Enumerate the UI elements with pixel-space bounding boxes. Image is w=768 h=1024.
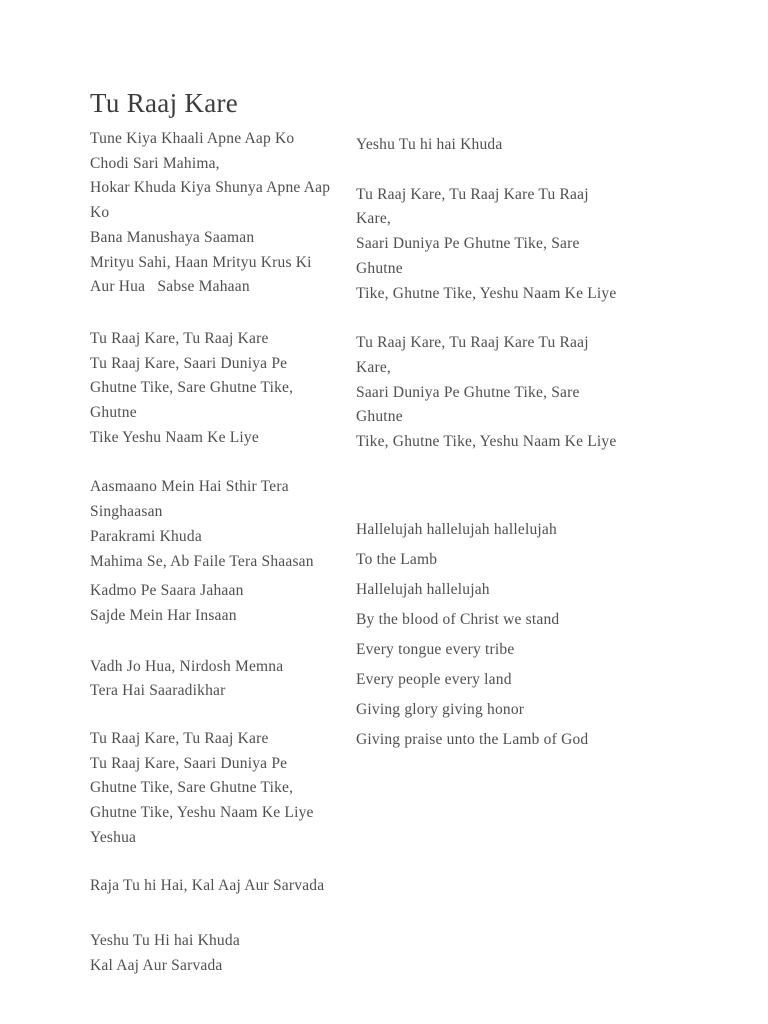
lyric-line: Hokar Khuda Kiya Shunya Apne Aap Ko [90, 179, 331, 222]
lyric-stanza [356, 331, 626, 455]
lyric-line: Tike, Ghutne Tike, Yeshu Naam Ke Liye [356, 284, 617, 302]
left-column [90, 127, 342, 979]
lyric-line: Mrityu Sahi, Haan Mrityu Krus Ki [90, 253, 312, 271]
lyric-line: Saari Duniya Pe Ghutne Tike, Sare Ghutne [356, 235, 580, 277]
right-column [356, 127, 626, 979]
lyric-line: Tu Raaj Kare, Tu Raaj Kare Tu Raaj Kare, [356, 334, 589, 376]
lyric-stanza [90, 929, 342, 978]
lyric-stanza [356, 183, 626, 307]
lyric-stanza [90, 475, 342, 574]
lyric-line: Kal Aaj Aur Sarvada [90, 956, 223, 974]
lyric-stanza [90, 874, 342, 899]
lyric-line: Chodi Sari Mahima, [90, 154, 220, 172]
lyric-line: Tike Yeshu Naam Ke Liye [90, 428, 259, 446]
lyric-line: Every people every land [356, 670, 512, 688]
lyric-line: Tu Raaj Kare, Saari Duniya Pe [90, 354, 288, 372]
lyric-line: Hallelujah hallelujah [356, 580, 490, 598]
lyric-line: Yeshu Tu Hi hai Khuda [90, 932, 240, 950]
lyric-stanza [90, 327, 342, 451]
lyric-line: Mahima Se, Ab Faile Tera Shaasan [90, 552, 314, 570]
lyric-stanza [90, 127, 342, 300]
lyric-line: Tune Kiya Khaali Apne Aap Ko [90, 130, 295, 147]
lyric-line: Aasmaano Mein Hai Sthir Tera [90, 478, 289, 496]
lyric-line: Tera Hai Saaradikhar [90, 682, 226, 700]
lyric-line: Tu Raaj Kare, Tu Raaj Kare [90, 730, 269, 748]
lyric-line: Every tongue every tribe [356, 640, 515, 658]
lyric-line: Tu Raaj Kare, Tu Raaj Kare Tu Raaj Kare, [356, 185, 589, 228]
lyric-stanza [356, 133, 626, 158]
lyric-line: Singhaasan [90, 503, 163, 521]
lyric-line: Tike, Ghutne Tike, Yeshu Naam Ke Liye [356, 433, 617, 451]
lyric-line: Kadmo Pe Saara Jahaan [90, 582, 244, 600]
lyric-line: Giving glory giving honor [356, 700, 525, 718]
lyric-line: Parakrami Khuda [90, 527, 202, 545]
lyric-line: Bana Manushaya Saaman [90, 228, 255, 246]
lyric-line: Raja Tu hi Hai, Kal Aaj Aur Sarvada [90, 876, 325, 894]
lyric-line: Aur Hua Sabse Mahaan [90, 278, 250, 296]
lyric-line: Ghutne Tike, Sare Ghutne Tike, Ghutne [90, 379, 294, 422]
lyric-stanza [90, 727, 342, 851]
lyric-stanza [90, 655, 342, 704]
lyric-line: To the Lamb [356, 550, 438, 568]
lyric-line: Vadh Jo Hua, Nirdosh Memna [90, 657, 284, 675]
lyric-stanza [356, 518, 626, 753]
lyrics-columns [90, 127, 626, 979]
lyric-line: Ghutne Tike, Sare Ghutne Tike, [90, 779, 294, 797]
lyric-line: By the blood of Christ we stand [356, 610, 560, 628]
lyric-line: Giving praise unto the Lamb of God [356, 730, 589, 748]
lyric-line: Tu Raaj Kare, Tu Raaj Kare [90, 329, 269, 347]
lyric-line: Saari Duniya Pe Ghutne Tike, Sare Ghutne [356, 383, 580, 426]
page-title: Tu Raaj Kare [90, 88, 239, 118]
lyric-line: Yeshu Tu hi hai Khuda [356, 136, 503, 153]
lyric-line: Hallelujah hallelujah hallelujah [356, 520, 557, 538]
lyric-line: Sajde Mein Har Insaan [90, 606, 237, 624]
lyric-line: Ghutne Tike, Yeshu Naam Ke Liye Yeshua [90, 804, 314, 846]
lyric-stanza [90, 579, 342, 628]
lyric-line: Tu Raaj Kare, Saari Duniya Pe [90, 754, 288, 772]
